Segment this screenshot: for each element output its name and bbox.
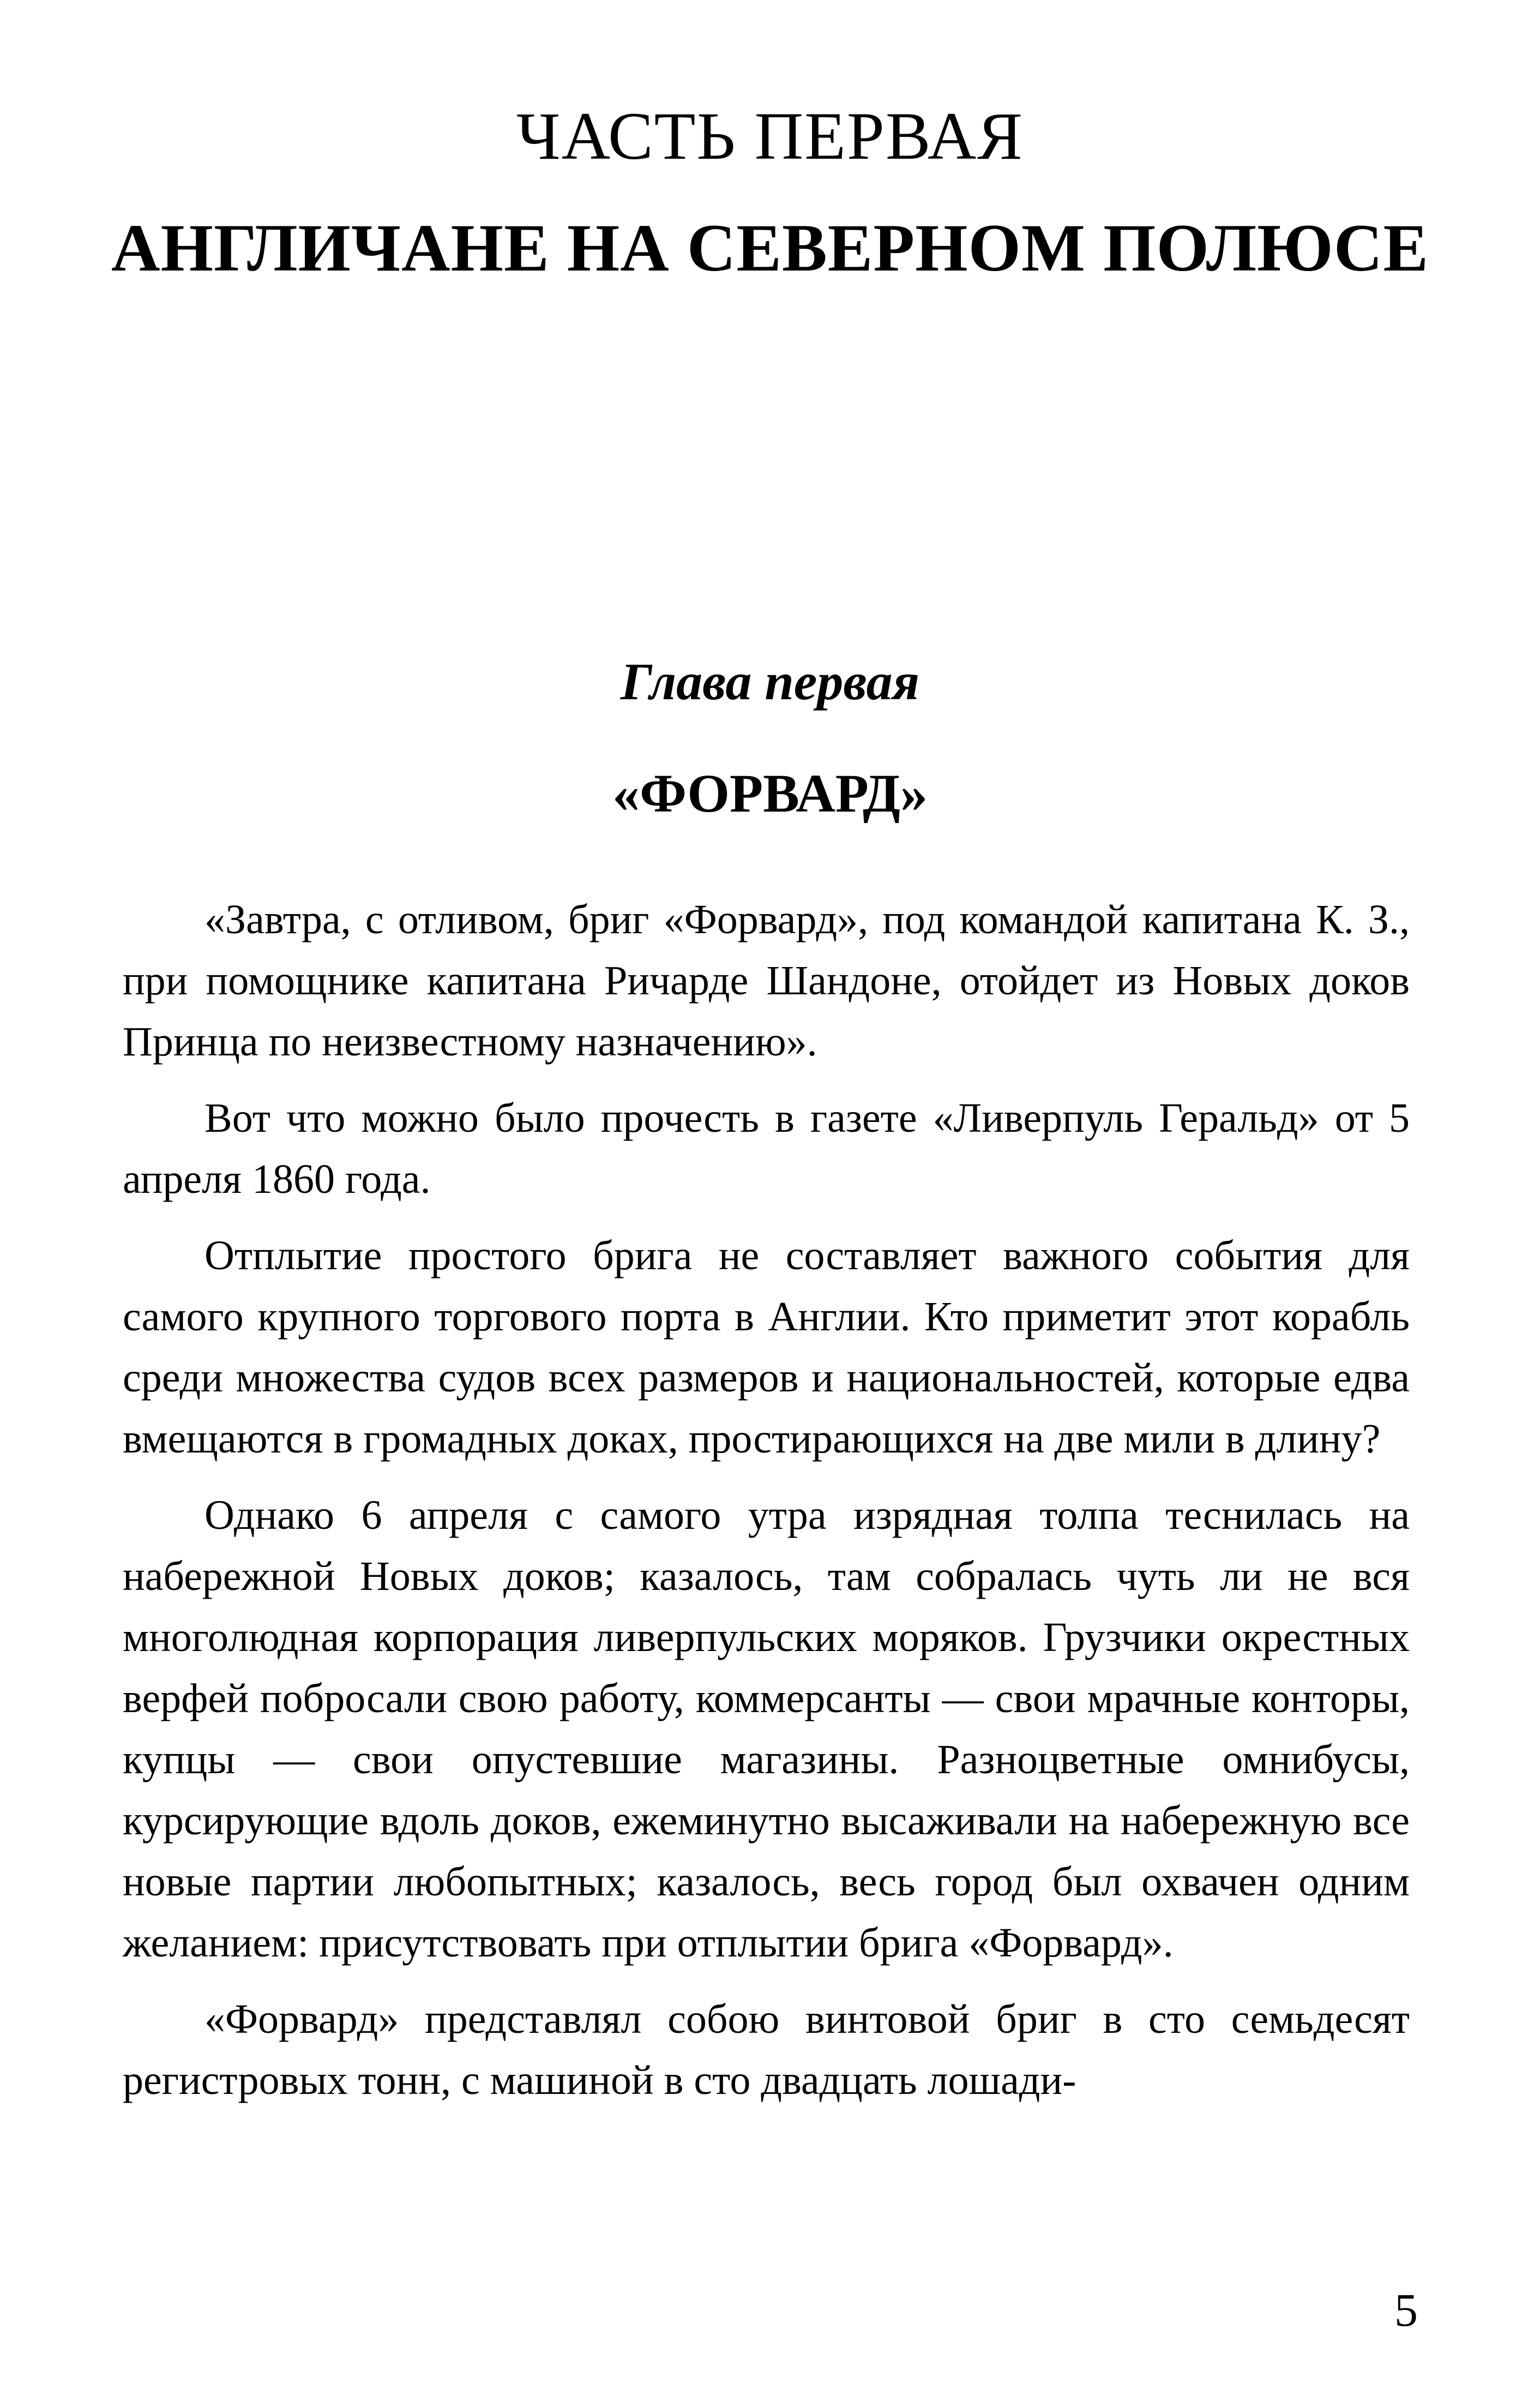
paragraph-1: «Завтра, с отливом, бриг «Форвард», под командой капитана К. З., при помощнике капитана Ричарде Шандоне, отойдет из Новых доков Принца по неизвестному назначению». (123, 897, 1410, 1065)
part-title: АНГЛИЧАНЕ НА СЕВЕРНОМ ПОЛЮСЕ (111, 211, 1429, 285)
chapter-label: Глава первая (620, 652, 920, 711)
part-label: ЧАСТЬ ПЕРВАЯ (516, 99, 1024, 173)
paragraph-2: Вот что можно было прочесть в газете «Ливерпуль Геральд» от 5 апреля 1860 года. (123, 1095, 1410, 1202)
body-text (123, 889, 1410, 2126)
chapter-header (0, 646, 1540, 832)
chapter-title: «ФОРВАРД» (612, 763, 928, 824)
paragraph-5: «Форвард» представлял собою винтовой бриг в сто семьдесят регистровых тонн, с машиной в сто двадцать лошади- (123, 1996, 1410, 2103)
paragraph-4: Однако 6 апреля с самого утра изрядная толпа теснилась на набережной Новых доков; казалось, там собралась чуть ли не вся многолюдная корпорация ливерпульских моряков. Грузчики окрестных верфей побросали свою работу, коммерсанты — свои мрачные конторы, купцы — свои опустевшие магазины. Разноцветные омнибусы, курсирующие вдоль доков, ежеминутно высаживали на набережную все новые партии любопытных; казалось, весь город был охвачен одним желанием: присутствовать при отплытии брига «Форвард». (123, 1492, 1410, 1966)
page-number: 5 (1394, 2284, 1418, 2336)
paragraph-3: Отплытие простого брига не составляет важного события для самого крупного торгового порта в Англии. Кто приметит этот корабль среди множества судов всех размеров и национальностей, которые едва вмещаются в громадных доках, простирающихся на две мили в длину? (123, 1233, 1410, 1462)
part-header (0, 93, 1540, 295)
